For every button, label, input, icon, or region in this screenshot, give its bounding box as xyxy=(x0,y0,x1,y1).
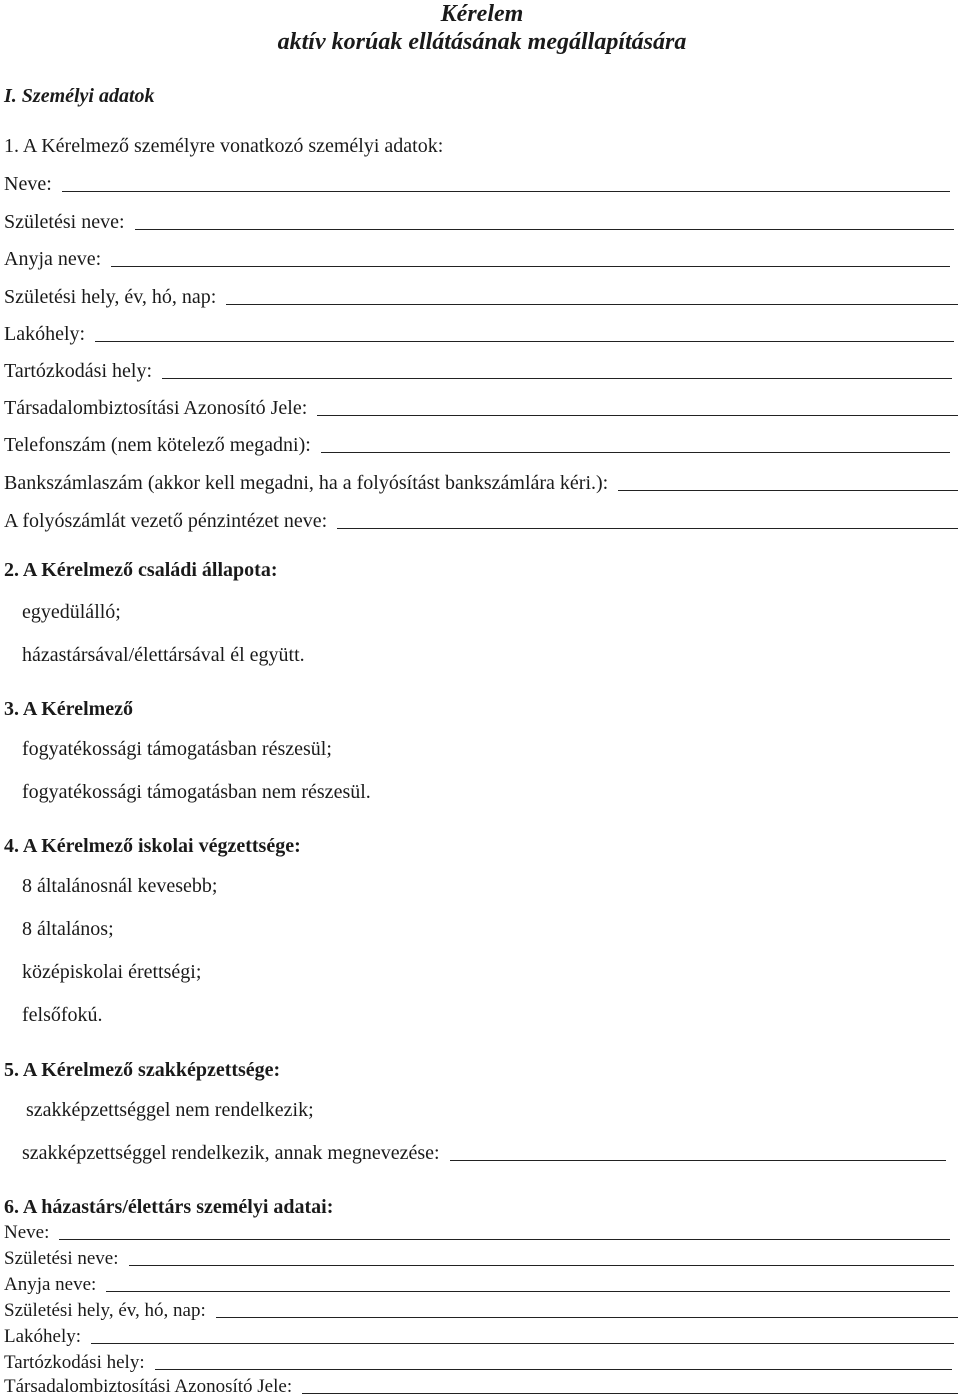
fill-line[interactable] xyxy=(129,1265,955,1266)
form-title-line2: aktív korúak ellátásának megállapítására xyxy=(277,29,687,55)
marital-option-single[interactable]: egyedülálló; xyxy=(22,601,121,623)
fill-line[interactable] xyxy=(91,1343,954,1344)
q1-heading: 1. A Kérelmező személyre vonatkozó személyi adatok: xyxy=(4,135,444,157)
applicant-stay-address-field[interactable] xyxy=(4,359,952,383)
education-option-high-school[interactable]: középiskolai érettségi; xyxy=(22,961,202,983)
fill-line[interactable] xyxy=(302,1393,958,1394)
marital-option-married[interactable]: házastársával/élettársával él együtt. xyxy=(22,644,305,666)
qualification-option-has[interactable] xyxy=(22,1141,946,1165)
field-label: Bankszámlaszám (akkor kell megadni, ha a folyósítást bankszámlára kéri.): xyxy=(4,472,609,494)
field-label: Társadalombiztosítási Azonosító Jele: xyxy=(4,397,308,419)
education-option-higher[interactable]: felsőfokú. xyxy=(22,1004,103,1026)
field-label: Születési neve: xyxy=(4,211,125,233)
applicant-phone-field[interactable] xyxy=(4,433,950,457)
fill-line[interactable] xyxy=(155,1369,952,1370)
spouse-stay-address-field[interactable] xyxy=(4,1352,952,1374)
form-title-line1: Kérelem xyxy=(440,1,524,27)
fill-line[interactable] xyxy=(62,191,950,192)
field-label: Telefonszám (nem kötelező megadni): xyxy=(4,434,311,456)
spouse-mother-name-field[interactable] xyxy=(4,1274,950,1296)
fill-line[interactable] xyxy=(95,341,954,342)
field-label: szakképzettséggel rendelkezik, annak megnevezése: xyxy=(22,1142,440,1164)
field-label: Neve: xyxy=(4,1222,50,1243)
section-personal-data-heading: I. Személyi adatok xyxy=(4,85,155,107)
field-label: Tartózkodási hely: xyxy=(4,1352,145,1373)
spouse-birth-place-date-field[interactable] xyxy=(4,1300,958,1322)
field-label: Születési neve: xyxy=(4,1248,119,1269)
field-label: Társadalombiztosítási Azonosító Jele: xyxy=(4,1376,293,1397)
spouse-taj-field[interactable] xyxy=(4,1376,958,1398)
applicant-taj-field[interactable] xyxy=(4,396,958,420)
fill-line[interactable] xyxy=(216,1317,958,1318)
q2-heading: 2. A Kérelmező családi állapota: xyxy=(4,559,278,581)
field-label: Lakóhely: xyxy=(4,1326,82,1347)
field-label: Születési hely, év, hó, nap: xyxy=(4,286,217,308)
field-label: Lakóhely: xyxy=(4,323,86,345)
q4-heading: 4. A Kérelmező iskolai végzettsége: xyxy=(4,835,301,857)
applicant-birth-name-field[interactable] xyxy=(4,210,954,234)
fill-line[interactable] xyxy=(226,304,958,305)
spouse-residence-field[interactable] xyxy=(4,1326,954,1348)
education-option-less-than-8[interactable]: 8 általánosnál kevesebb; xyxy=(22,875,218,897)
fill-line[interactable] xyxy=(59,1239,950,1240)
fill-line[interactable] xyxy=(106,1291,950,1292)
field-label: Tartózkodási hely: xyxy=(4,360,152,382)
spouse-name-field[interactable] xyxy=(4,1222,950,1244)
qualification-option-none[interactable]: szakképzettséggel nem rendelkezik; xyxy=(26,1099,314,1121)
applicant-name-field[interactable] xyxy=(4,172,950,196)
fill-line[interactable] xyxy=(317,415,958,416)
fill-line[interactable] xyxy=(321,452,950,453)
fill-line[interactable] xyxy=(162,378,952,379)
field-label: Születési hely, év, hó, nap: xyxy=(4,1300,206,1321)
fill-line[interactable] xyxy=(337,528,958,529)
fill-line[interactable] xyxy=(618,490,958,491)
fill-line[interactable] xyxy=(135,229,954,230)
q5-heading: 5. A Kérelmező szakképzettsége: xyxy=(4,1059,281,1081)
applicant-birth-place-date-field[interactable] xyxy=(4,285,958,309)
disability-option-no[interactable]: fogyatékossági támogatásban nem részesül. xyxy=(22,781,371,803)
fill-line[interactable] xyxy=(111,266,950,267)
q6-heading: 6. A házastárs/élettárs személyi adatai: xyxy=(4,1196,334,1218)
education-option-8-grades[interactable]: 8 általános; xyxy=(22,918,114,940)
spouse-birth-name-field[interactable] xyxy=(4,1248,954,1270)
field-label: A folyószámlát vezető pénzintézet neve: xyxy=(4,510,328,532)
field-label: Anyja neve: xyxy=(4,248,102,270)
applicant-residence-field[interactable] xyxy=(4,322,954,346)
field-label: Neve: xyxy=(4,173,52,195)
q3-heading: 3. A Kérelmező xyxy=(4,698,134,720)
fill-line[interactable] xyxy=(450,1160,946,1161)
applicant-bank-account-field[interactable] xyxy=(4,471,958,495)
applicant-mother-name-field[interactable] xyxy=(4,247,950,271)
field-label: Anyja neve: xyxy=(4,1274,97,1295)
applicant-bank-name-field[interactable] xyxy=(4,509,958,533)
disability-option-yes[interactable]: fogyatékossági támogatásban részesül; xyxy=(22,738,332,760)
